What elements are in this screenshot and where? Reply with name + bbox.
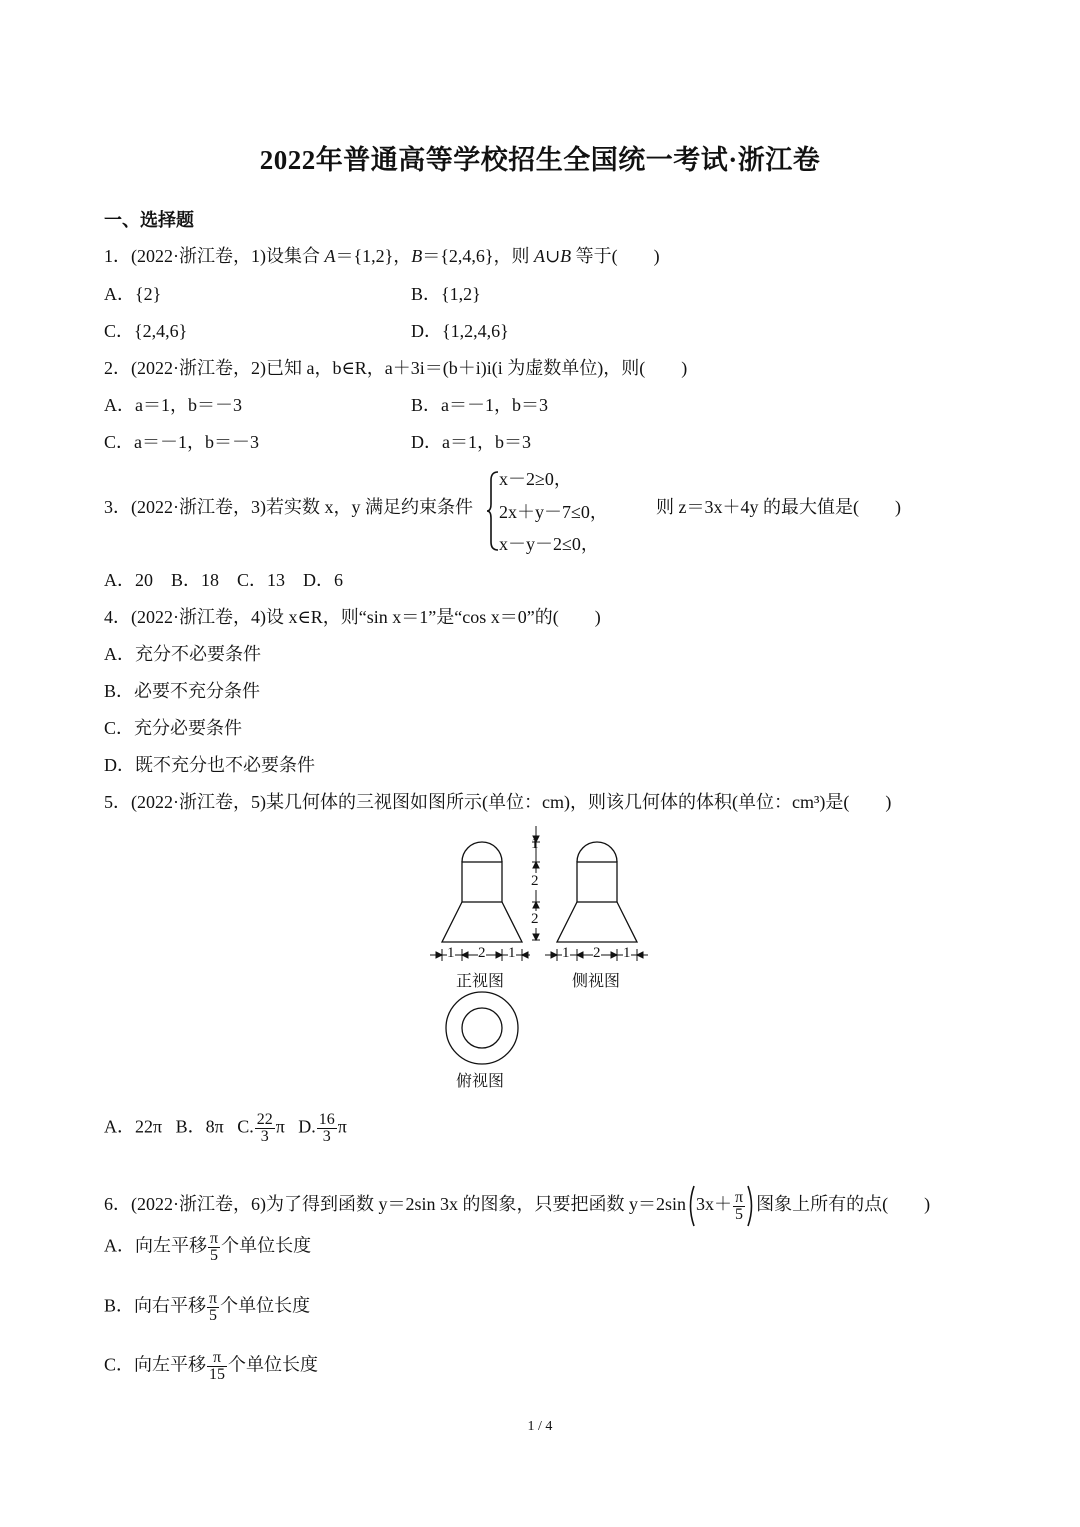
base-label-1: 1 (447, 945, 455, 961)
q4-option-c: C．充分必要条件 (104, 718, 243, 738)
system-brace (486, 470, 500, 552)
q1-option-d: D．{1,2,4,6} (411, 321, 509, 341)
question-1-stem: 1．(2022·浙江卷，1)设集合 A＝{1,2}，B＝{2,4,6}，则 A∪B 等于( ) (104, 246, 660, 266)
front-view-shape (442, 842, 522, 942)
side-base-label-2: 2 (593, 945, 601, 961)
section-heading: 一、选择题 (104, 210, 194, 230)
q4-option-d: D．既不充分也不必要条件 (104, 755, 315, 775)
q6-option-c: C．向左平移 $\frac{\pi}{15}$ 个单位长度 (104, 1349, 319, 1383)
top-view-label: 俯视图 (456, 1073, 505, 1090)
question-3-tail: 则 z＝3x＋4y 的最大值是( ) (656, 497, 901, 517)
constraint-2: 2x＋y－7≤0， (499, 502, 608, 522)
q2-option-b: B．a＝－1，b＝3 (411, 395, 548, 415)
three-view-figure (420, 822, 660, 1092)
question-2-stem: 2．(2022·浙江卷，2)已知 a，b∈R，a＋3i＝(b＋i)i(i 为虚数单位)，则( ) (104, 358, 688, 378)
top-view-shape (446, 992, 518, 1064)
question-6-stem: 6．(2022·浙江卷，6)为了得到函数 y＝2sin 3x 的图象，只要把函数 y＝2sin 3x＋ $\frac{\pi}{5}$ 图象上所有的点( ) (104, 1184, 930, 1228)
dim-label-1: 1 (531, 836, 539, 852)
q2-option-d: D．a＝1，b＝3 (411, 432, 531, 452)
side-view-label: 侧视图 (572, 973, 621, 990)
dim-label-3: 2 (531, 911, 539, 927)
document-title: 2022年普通高等学校招生全国统一考试·浙江卷 (259, 145, 821, 175)
dim-label-2: 2 (531, 873, 539, 889)
front-view-label: 正视图 (456, 973, 505, 990)
question-4-stem: 4．(2022·浙江卷，4)设 x∈R，则“sin x＝1”是“cos x＝0”的( ) (104, 607, 601, 627)
constraint-1: x－2≥0， (499, 469, 572, 489)
q6-option-a: A．向左平移 $\frac{\pi}{5}$ 个单位长度 (104, 1230, 312, 1264)
page-number: 1 / 4 (527, 1419, 553, 1434)
q6-option-b: B．向右平移 $\frac{\pi}{5}$ 个单位长度 (104, 1290, 311, 1324)
q5-options: A．22π B．8π C. $\frac{22}{3}$ π D. $\frac{16}{3}$ π (104, 1111, 347, 1145)
q2-option-c: C．a＝－1，b＝－3 (104, 432, 259, 452)
q4-option-a: A．充分不必要条件 (104, 644, 261, 664)
question-5-stem: 5．(2022·浙江卷，5)某几何体的三视图如图所示(单位：cm)，则该几何体的体积(单位：cm³)是( ) (104, 792, 892, 812)
q1-option-c: C．{2,4,6} (104, 321, 188, 341)
right-paren (746, 1184, 756, 1228)
question-3-stem: 3．(2022·浙江卷，3)若实数 x，y 满足约束条件 (104, 497, 473, 517)
base-label-2: 2 (478, 945, 486, 961)
constraint-3: x－y－2≤0， (499, 534, 599, 554)
q3-options: A．20 B．18 C．13 D．6 (104, 570, 344, 590)
q1-option-a: A．{2} (104, 284, 162, 304)
side-base-label-3: 1 (623, 945, 631, 961)
left-paren (686, 1184, 696, 1228)
base-label-3: 1 (508, 945, 516, 961)
side-base-label-1: 1 (562, 945, 570, 961)
q4-option-b: B．必要不充分条件 (104, 681, 261, 701)
q2-option-a: A．a＝1，b＝－3 (104, 395, 242, 415)
q1-option-b: B．{1,2} (411, 284, 481, 304)
side-view-shape (557, 842, 637, 942)
